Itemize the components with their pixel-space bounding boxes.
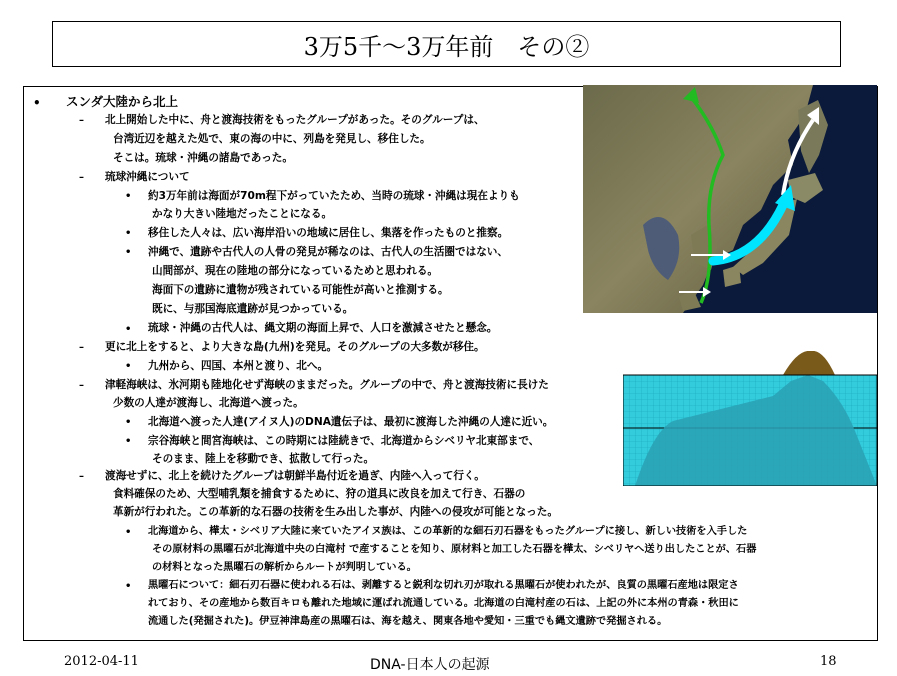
page-number: 18 <box>820 654 837 669</box>
text-line: 海面下の遺跡に遺物が残されている可能性が高いと推測する。 <box>152 284 449 296</box>
heading-sunda: スンダ大陸から北上 <box>66 94 179 109</box>
text-line: 台湾近辺を越えた処で、東の海の中に、列島を発見し、移住した。 <box>113 133 431 145</box>
text-line: 琉球・沖縄の古代人は、縄文期の海面上昇で、人口を激減させたと懸念。 <box>148 322 498 334</box>
text-line: 北海道から、樺太・シベリア大陸に来ていたアイヌ族は、この革新的な細石刃石器をもったグループに接し、新しい技術を入手した <box>148 526 748 537</box>
dash-icon: – <box>79 380 84 391</box>
text-line: 北海道へ渡った人達(アイヌ人)のDNA遺伝子は、最初に渡海した沖縄の人達に近い。 <box>148 416 554 428</box>
footer-date: 2012-04-11 <box>64 654 139 669</box>
text-line: 津軽海峡は、氷河期も陸地化せず海峡のままだった。グループの中で、舟と渡海技術に長けた <box>105 379 549 391</box>
slide-title: 3万5千〜3万年前 その② <box>303 32 590 61</box>
text-line: かなり大きい陸地だったことになる。 <box>152 208 333 220</box>
bullet-icon: • <box>125 324 132 335</box>
text-line: 北上開始した中に、舟と渡海技術をもったグループがあった。そのグループは、 <box>105 114 485 126</box>
bullet-icon: • <box>33 96 41 110</box>
island-peak <box>783 351 835 375</box>
text-line: 沖縄で、遺跡や古代人の人骨の発見が稀なのは、古代人の生活圏ではない、 <box>148 246 508 258</box>
text-line: 既に、与那国海底遺跡が見つかっている。 <box>152 303 354 315</box>
dash-icon: – <box>79 172 84 183</box>
text-line: 宗谷海峡と間宮海峡は、この時期には陸続きで、北海道からシベリヤ北東部まで、 <box>148 435 540 447</box>
slide-title-box <box>52 21 841 67</box>
dash-icon: – <box>79 342 84 353</box>
text-line: 山間部が、現在の陸地の部分になっているためと思われる。 <box>152 265 439 277</box>
text-line: 黒曜石について：細石刃石器に使われる石は、剥離すると鋭利な切れ刃が取れる黒曜石が使われたが、良質の黒曜石産地は限定さ <box>148 580 739 591</box>
text-line: そこは。琉球・沖縄の諸島であった。 <box>113 152 293 164</box>
bullet-icon: • <box>125 581 132 592</box>
bullet-icon: • <box>125 417 132 428</box>
bullet-icon: • <box>125 361 132 372</box>
text-line: 九州から、四国、本州と渡り、北へ。 <box>148 360 329 372</box>
bullet-icon: • <box>125 228 132 239</box>
sea-level-graphic <box>623 351 877 486</box>
east-asia-map <box>583 85 877 313</box>
bullet-icon: • <box>125 191 132 202</box>
text-line: その原材料の黒曜石が北海道中央の白滝村 で産することを知り、原材料と加工した石器を樺太、シベリヤへ送り出したことが、石器 <box>152 544 757 555</box>
bullet-icon: • <box>125 247 132 258</box>
text-line: 約3万年前は海面が70m程下がっていたため、当時の琉球・沖縄は現在よりも <box>148 190 520 202</box>
sea-level-diagram <box>623 351 877 486</box>
map-graphic <box>583 85 877 313</box>
text-line: 革新が行われた。この革新的な石器の技術を生み出した事が、内陸への侵攻が可能となった。 <box>113 506 558 518</box>
text-line: そのまま、陸上を移動でき、拡散して行った。 <box>152 453 375 465</box>
text-line: 更に北上をすると、より大きな島(九州)を発見。そのグループの大多数が移住。 <box>105 341 485 353</box>
dash-icon: – <box>79 115 84 126</box>
text-line: れており、その産地から数百キロも離れた地域に運ばれ流通している。北海道の白滝村産の石は、上記の外に本州の青森・秋田に <box>148 598 739 609</box>
text-line: 少数の人達が渡海し、北海道へ渡った。 <box>113 397 304 409</box>
text-line: の材料となった黒曜石の解析からルートが判明している。 <box>152 562 417 573</box>
text-line: 移住した人々は、広い海岸沿いの地域に居住し、集落を作ったものと推察。 <box>148 227 509 239</box>
text-line: 食料確保のため、大型哺乳類を捕食するために、狩の道具に改良を加えて行き、石器の <box>113 488 526 500</box>
footer-title: DNA-日本人の起源 <box>370 657 490 673</box>
text-line: 渡海せずに、北上を続けたグループは朝鮮半島付近を過ぎ、内陸へ入って行く。 <box>105 470 485 482</box>
bullet-icon: • <box>125 527 132 538</box>
dash-icon: – <box>79 471 84 482</box>
bullet-icon: • <box>125 436 132 447</box>
text-line: 琉球沖縄について <box>105 171 190 183</box>
text-line: 流通した(発掘された)。伊豆神津島産の黒曜石は、海を越え、関東各地や愛知・三重でも縄文遺跡で発掘される。 <box>148 616 668 627</box>
